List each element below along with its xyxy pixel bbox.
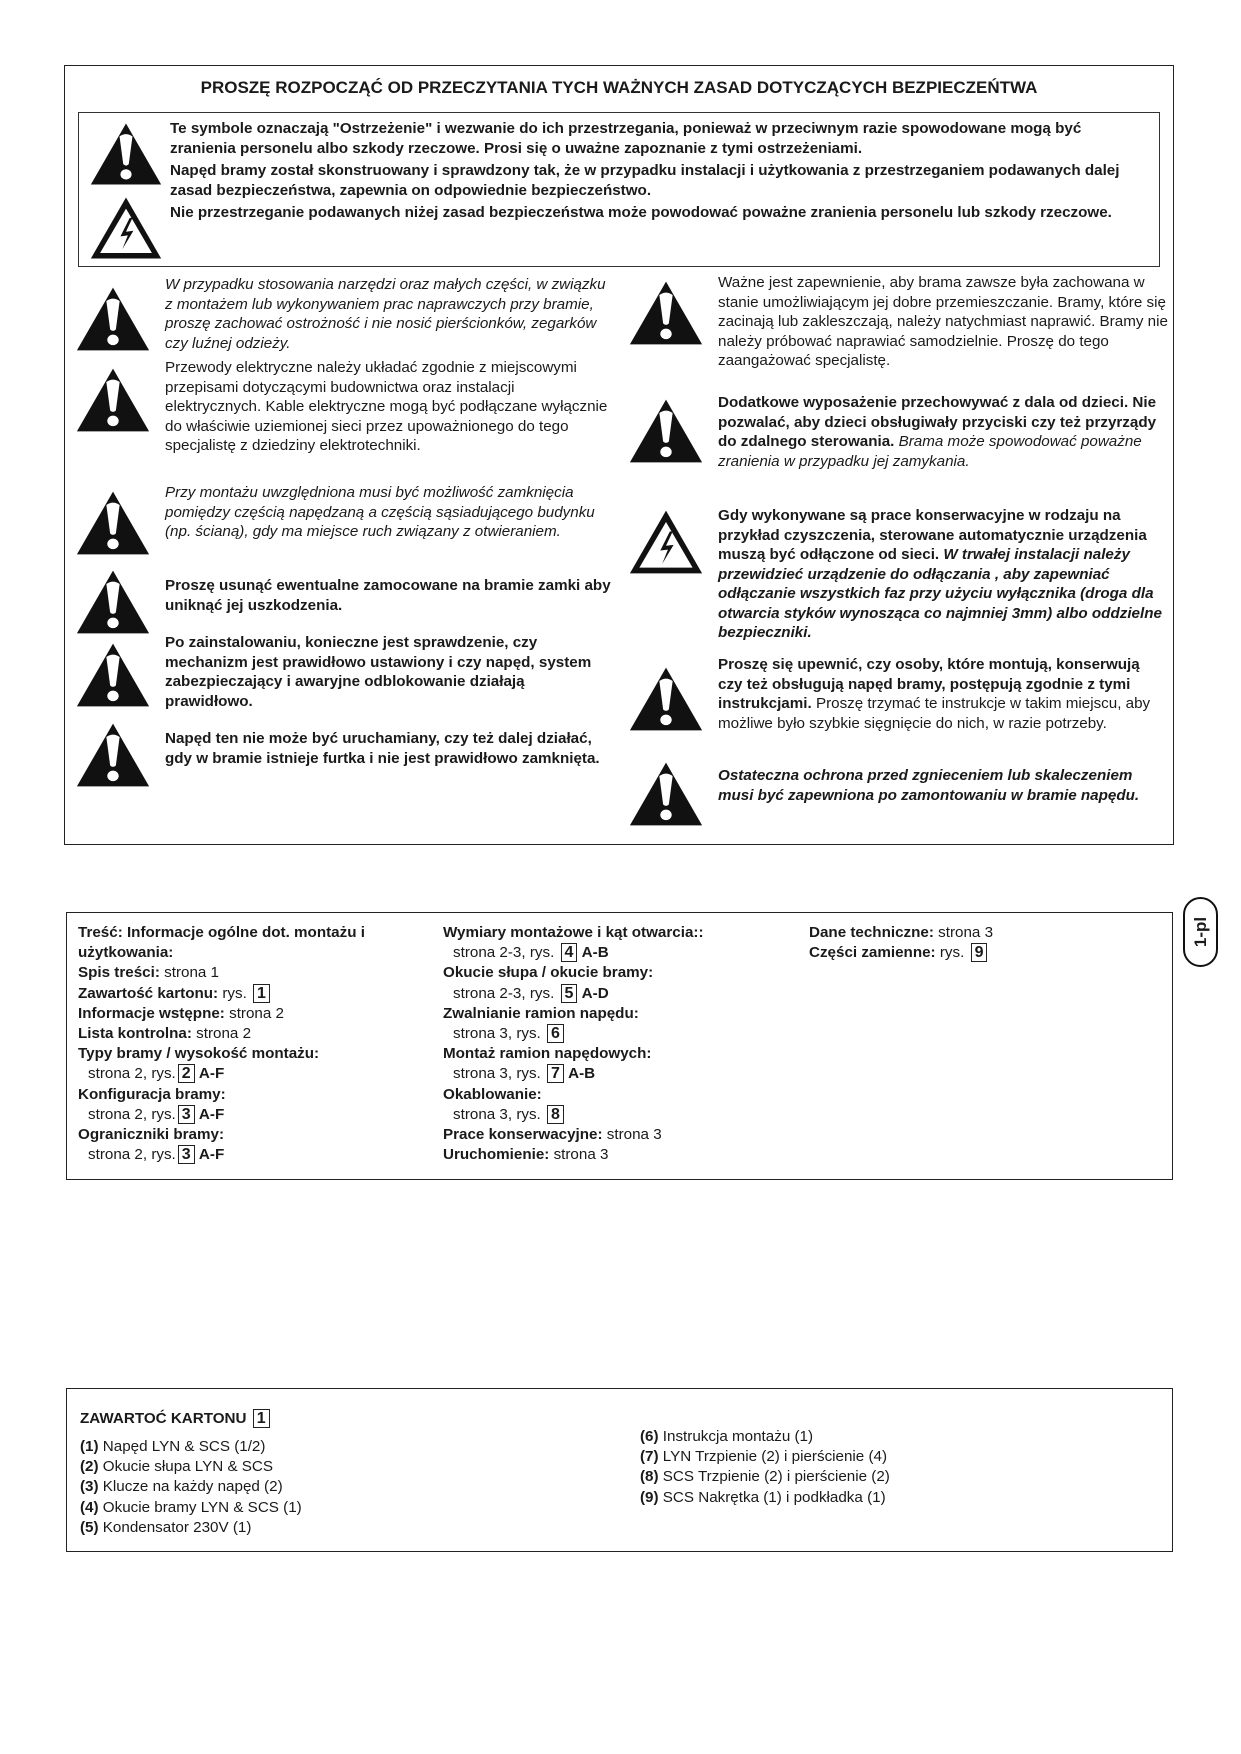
rule-text: W przypadku stosowania narzędzi oraz małych części, w związku z montażem lub wykonywaniem prac naprawczych przy bramie, proszę zachować ostrożność i nie nosić pierścionków, zegarków czy luźnej odzieży. (165, 276, 606, 352)
rule-text: Po zainstalowaniu, konieczne jest sprawdzenie, czy mechanizm jest prawidłowo ustawiony i czy napęd, system zabezpieczający i awaryjne odblokowanie działają prawidłowo. (165, 634, 592, 710)
list-item: (3) Klucze na każdy napęd (2) (80, 1478, 283, 1496)
contents-entry-label: Montaż ramion napędowych: (443, 1045, 652, 1063)
warning-icon (75, 641, 151, 709)
contents-entry-label: Konfiguracja bramy: (78, 1085, 226, 1103)
warning-icon (628, 665, 704, 733)
contents-entry-value: strona 3, rys. 8 (443, 1105, 704, 1125)
contents-entry-value: strona 2, rys. 3 A-F (88, 1146, 225, 1164)
figure-ref: 4 (561, 943, 578, 962)
contents-entry: Lista kontrolna: strona 2 (78, 1025, 252, 1043)
contents-entry: Prace konserwacyjne: strona 3 (443, 1126, 662, 1144)
list-item: (1) Napęd LYN & SCS (1/2) (80, 1438, 266, 1455)
warning-icon (75, 568, 151, 636)
rule-text: Przewody elektryczne należy układać zgodnie z miejscowymi przepisami dotyczącymi budownictwa oraz instalacji elektrycznych. Kable elektryczne mogą być podłączane wyłącznie do właściwie uziemionej sieci przez upoważnionego do tego specjalistę z dziedziny elektrotechniki. (165, 359, 608, 454)
rule-text-italic: Brama może spowodować poważne zranienia w przypadku jej zamykania. (718, 433, 1142, 470)
figure-ref: 1 (253, 984, 270, 1003)
list-item: (9) SCS Nakrętka (1) i podkładka (1) (640, 1488, 886, 1506)
warning-icon (75, 366, 151, 434)
rule-text: Ostateczna ochrona przed zgnieceniem lub skaleczeniem musi być zapewniona po zamontowaniu w bramie napędu. (718, 767, 1140, 804)
carton-title: ZAWARTOĆ KARTONU 1 (80, 1409, 270, 1429)
warning-icon (75, 721, 151, 789)
contents-entry-value: strona 3, rys. 6 (443, 1024, 704, 1044)
carton-contents-section (66, 1388, 1173, 1552)
contents-entry: Uruchomienie: strona 3 (443, 1146, 609, 1164)
contents-entry-label: Wymiary montażowe i kąt otwarcia:: (443, 924, 704, 941)
electric-shock-warning-icon (628, 508, 704, 576)
contents-section (66, 912, 1173, 1180)
figure-ref: 1 (253, 1409, 270, 1428)
contents-entry-label: Zwalnianie ramion napędu: (443, 1004, 639, 1022)
contents-heading: Treść: Informacje ogólne dot. montażu i (78, 924, 365, 941)
intro-paragraph: Te symbole oznaczają "Ostrzeżenie" i wezwanie do ich przestrzegania, ponieważ w przeciwnym razie spowodowane mogą być zranienia personelu albo szkody rzeczowe. Prosi się o uważne zapoznanie z tymi ostrzeżeniami. (170, 120, 1082, 157)
list-item: (6) Instrukcja montażu (1) (640, 1428, 814, 1445)
contents-entry-value: strona 2-3, rys. 5 A-D (453, 984, 609, 1002)
warning-icon (75, 285, 151, 353)
rule-text: Ważne jest zapewnienie, aby brama zawsze była zachowana w stanie umożliwiającym jej dobre przemieszczanie. Bramy, które się zacinają lub zakleszczają, należy natychmiast naprawić. Bramy nie należy próbować naprawiać samodzielnie. Proszę do tego zaangażować specjalistę. (718, 274, 1168, 369)
contents-entry-value: strona 3, rys. 7 A-B (453, 1065, 596, 1083)
rule-text-bold-italic: W trwałej instalacji należy przewidzieć urządzenie do odłączania , aby zapewniać odłączanie wszystkich faz przy użyciu wyłącznika (droga dla otwarcia styków wynosząca co najmniej 3mm) albo oddzielne bezpieczniki. (718, 546, 1162, 641)
rule-text: Przy montażu uwzględniona musi być możliwość zamknięcia pomiędzy częścią napędzaną a częścią sąsiadującego budynku (np. ścianą), gdy ma miejsce ruch związany z otwieraniem. (165, 484, 595, 540)
figure-ref: 6 (547, 1024, 564, 1043)
contents-entry-label: Okablowanie: (443, 1085, 542, 1103)
contents-entry: Dane techniczne: strona 3 (809, 924, 994, 941)
warning-icon (628, 760, 704, 828)
page-number: 1-pl (1190, 916, 1210, 948)
contents-entry-label: Typy bramy / wysokość montażu: (78, 1045, 320, 1063)
rule-text: Napęd ten nie może być uruchamiany, czy też dalej działać, gdy w bramie istnieje furtka i nie jest prawidłowo zamknięta. (165, 730, 600, 767)
rule-text-bold: Gdy wykonywane są prace konserwacyjne w rodzaju na przykład czyszczenia, sterowane automatycznie urządzenia muszą być odłączone od sieci. (718, 507, 1147, 563)
figure-ref: 7 (547, 1064, 564, 1083)
intro-paragraph: Napęd bramy został skonstruowany i sprawdzony tak, że w przypadku instalacji i użytkowania z przestrzeganiem podawanych dalej zasad bezpieczeństwa, zapewnia on odpowiednie bezpieczeństwo. (170, 162, 1120, 199)
contents-entry: Zawartość kartonu: rys. 1 (78, 984, 365, 1004)
page-number-tab (1183, 897, 1218, 967)
contents-entry: Spis treści: strona 1 (78, 964, 220, 982)
figure-ref: 8 (547, 1105, 564, 1124)
contents-column-1 (78, 923, 365, 1165)
contents-heading: użytkowania: (78, 944, 174, 962)
figure-ref: 9 (971, 943, 988, 962)
warning-icon (628, 397, 704, 465)
contents-entry-value: strona 2, rys. 2 A-F (88, 1065, 225, 1083)
safety-section (64, 65, 1174, 845)
contents-column-2 (443, 923, 704, 1165)
contents-entry-value: strona 2, rys. 3 A-F (88, 1105, 225, 1123)
intro-box (78, 112, 1160, 267)
rule-text-bold: Dodatkowe wyposażenie przechowywać z dala od dzieci. Nie pozwalać, aby dzieci obsługiwały przyciski czy też przyrządy do zdalnego sterowania. (718, 394, 1157, 450)
list-item: (2) Okucie słupa LYN & SCS (80, 1458, 274, 1476)
contents-column-3 (809, 923, 993, 963)
list-item: (4) Okucie bramy LYN & SCS (1) (80, 1498, 302, 1516)
carton-list-left (80, 1437, 302, 1538)
figure-ref: 2 (178, 1064, 195, 1083)
rule-text-bold: Proszę się upewnić, czy osoby, które montują, konserwują czy też obsługują napęd bramy, postępują zgodnie z tymi instrukcjami. (718, 656, 1140, 712)
warning-icon (89, 121, 163, 187)
figure-ref: 3 (178, 1145, 195, 1164)
contents-entry: Części zamienne: rys. 9 (809, 943, 993, 963)
contents-entry-label: Okucie słupa / okucie bramy: (443, 964, 654, 982)
intro-paragraph: Nie przestrzeganie podawanych niżej zasad bezpieczeństwa może powodować poważne zranienia personelu lub szkody rzeczowe. (170, 204, 1112, 221)
warning-icon (75, 489, 151, 557)
rule-text: Proszę trzymać te instrukcje w takim miejscu, aby możliwe było szybkie sięgnięcie do nich, w razie potrzeby. (718, 695, 1151, 732)
warning-icon (628, 279, 704, 347)
figure-ref: 5 (561, 984, 578, 1003)
contents-entry: Informacje wstępne: strona 2 (78, 1004, 284, 1022)
safety-title: PROSZĘ ROZPOCZĄĆ OD PRZECZYTANIA TYCH WAŻNYCH ZASAD DOTYCZĄCYCH BEZPIECZEŃTWA (200, 78, 1038, 97)
electric-shock-warning-icon (89, 195, 163, 261)
figure-ref: 3 (178, 1105, 195, 1124)
rule-text: Proszę usunąć ewentualne zamocowane na bramie zamki aby uniknąć jej uszkodzenia. (165, 577, 611, 614)
contents-entry-label: Ograniczniki bramy: (78, 1126, 225, 1144)
contents-entry-value: strona 2-3, rys. 4 A-B (453, 944, 609, 962)
list-item: (5) Kondensator 230V (1) (80, 1518, 252, 1536)
list-item: (8) SCS Trzpienie (2) i pierścienie (2) (640, 1468, 890, 1486)
list-item: (7) LYN Trzpienie (2) i pierścienie (4) (640, 1448, 888, 1466)
carton-list-right (640, 1427, 890, 1508)
